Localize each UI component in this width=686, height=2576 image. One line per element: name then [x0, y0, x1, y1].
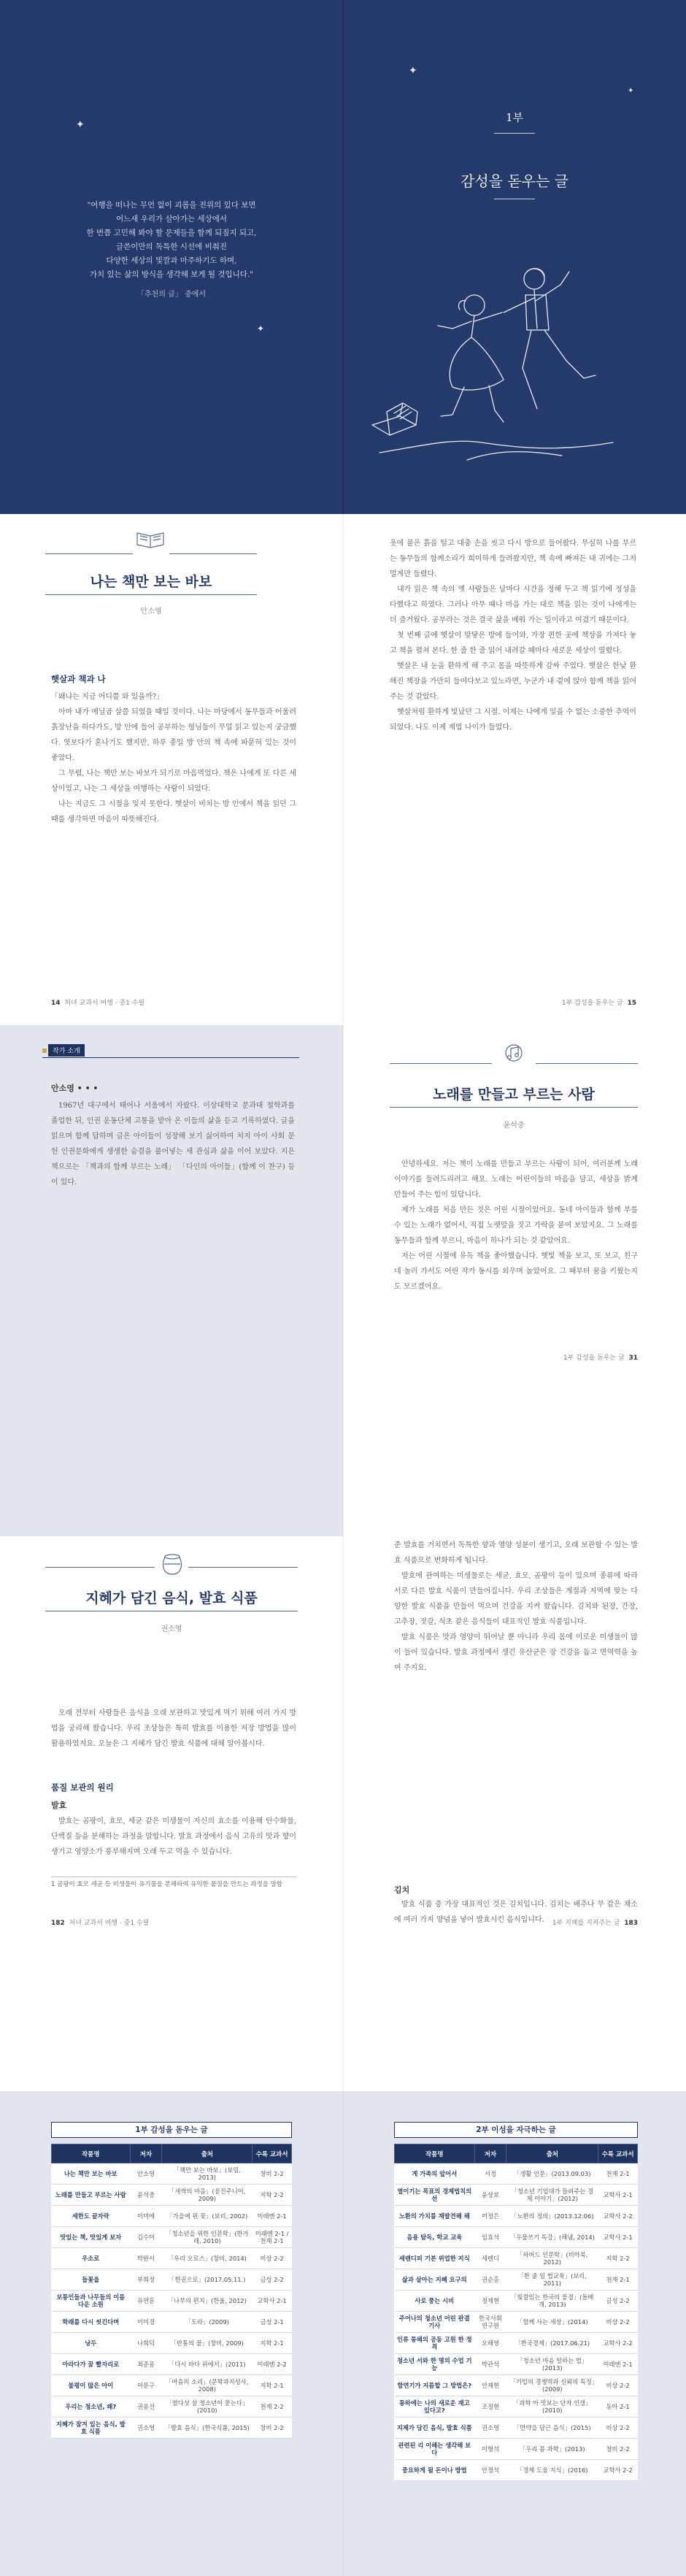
article-body [394, 1157, 638, 1295]
source-cell: 「새싹의 마음」(웅진주니어, 2009) [162, 2185, 253, 2206]
divider [45, 594, 257, 595]
article-title: 지혜가 담긴 음식, 발효 식품 [85, 1590, 258, 1606]
page-number: 182 [51, 1920, 65, 1927]
table-row [395, 2460, 638, 2481]
tag-marker [42, 1049, 47, 1053]
source-cell: 「우물쓰기 특강」(해냄, 2014) [506, 2227, 598, 2248]
textbook-cell: 교학사 2-1 [598, 2227, 638, 2248]
table-row [52, 2291, 292, 2312]
article-spread-song-maker [0, 1025, 686, 1536]
table-row [395, 2354, 638, 2375]
source-cell: 「노환의 정의」(2013.12.06) [506, 2206, 598, 2227]
sparkle-icon: ✦ [76, 119, 85, 131]
work-title-cell: 삶과 살아는 지혜 요구의 [395, 2269, 475, 2291]
source-cell: 「청소년 마음 일하는 법」(2013) [506, 2354, 598, 2375]
textbook-cell: 교학사 2-1 [253, 2291, 292, 2312]
author-cell: 서정 [474, 2163, 506, 2185]
source-cell: 「우리 오로스」(창비, 2014) [162, 2248, 253, 2269]
author-cell: 권소영 [474, 2418, 506, 2439]
article-body [51, 1814, 296, 1860]
paragraph: 나는 지금도 그 시절을 잊지 못한다. 햇살이 비치는 방 안에서 책을 읽던 그때를 생각하면 마음이 따뜻해진다. [51, 800, 296, 824]
paragraph: 아마 내가 예닐곱 살쯤 되었을 때일 것이다. 나는 마당에서 동무들과 어울려 흙장난을 하다가도, 방 안에 들어 공부하는 형님들이 무얼 읽고 있는지 궁금했다. 엿보다가 혼나기도 했지만, 하루 종일 방 안의 책 속에 파묻혀 있는 것이 좋았다. [51, 708, 296, 762]
jar-icon [159, 1551, 185, 1580]
paragraph: 내가 읽은 책 속의 옛 사람들은 날마다 시간을 정해 두고 책 읽기에 정성을 다했다고 하였다. 그러나 아무 때나 마음 가는 대로 책을 읽는 것이 나에게는 더 즐거웠다. 공부라는 것은 결국 삶을 배워 가는 일이라고 여겼기 때문이다. [390, 586, 636, 624]
author-cell: 최준용 [130, 2354, 162, 2375]
author-cell: 안재현 [474, 2375, 506, 2396]
page-number: 183 [624, 1920, 638, 1927]
table-row [395, 2227, 638, 2248]
paragraph: 안녕하세요. 저는 책이 노래를 만들고 부르는 사람이 되어, 여러분께 노래 이야기를 들려드리려고 해요. 노래는 어린이들의 마음을 담고, 세상을 밝게 만들어 주는 힘이 있답니다. [394, 1160, 638, 1199]
table-title: 2부 이성을 자극하는 글 [394, 2122, 638, 2138]
source-cell: 「하버드 인문학」(비아북, 2012) [506, 2248, 598, 2269]
source-cell: 「발효 음식」(한국식품, 2015) [162, 2418, 253, 2439]
work-title-cell: 나는 책만 보는 바보 [52, 2163, 131, 2185]
page-footer [511, 997, 636, 1007]
work-title-cell: 인류 통해의 공동 고원 한 정격 [395, 2333, 475, 2354]
article-body [51, 689, 296, 827]
divider [45, 1567, 155, 1568]
author-cell: 윤석중 [130, 2185, 162, 2206]
textbook-cell: 지학 2-2 [598, 2248, 638, 2269]
source-cell: 「생활 인문」(2013.09.03) [506, 2163, 598, 2185]
textbook-cell: 창비 2-2 [253, 2418, 292, 2439]
source-cell: 「한권으로」(2017.05.11.) [162, 2269, 253, 2291]
work-title-cell: 게 가족의 앞어서 [395, 2163, 475, 2185]
author-cell: 오해영 [474, 2333, 506, 2354]
textbook-cell: 교학사 2-1 [598, 2185, 638, 2206]
textbook-cell: 비상 2-2 [253, 2248, 292, 2269]
author-name: 안소영 • • • [51, 1084, 99, 1093]
author-cell: 나희덕 [130, 2333, 162, 2354]
textbook-cell: 비상 2-2 [598, 2312, 638, 2333]
section-heading: 품질 보관의 원리 [51, 1782, 114, 1793]
source-cell: 「한국경제」(2017.06.21) [506, 2333, 598, 2354]
textbook-cell: 교학사 2-2 [598, 2333, 638, 2354]
divider [494, 133, 535, 134]
divider [536, 1063, 638, 1064]
author-cell: 조정현 [474, 2396, 506, 2418]
work-title-cell: 열이기는 목표의 경제법칙의 선 [395, 2185, 475, 2206]
column-header: 출처 [162, 2144, 253, 2163]
author-cell: 김수미 [130, 2227, 162, 2248]
textbook-cell: 금성 2-1 [253, 2312, 292, 2333]
author-intro-tag: 작가 소개 [48, 1044, 85, 1057]
divider [390, 1107, 638, 1108]
quote-line: 글쓴이만의 독특한 시선에 비춰진 [115, 242, 227, 251]
page-number: 31 [628, 1354, 638, 1362]
source-cell: 「빛깔있는 한국의 풍경」(돌베개, 2013) [506, 2291, 598, 2312]
sparkle-icon: ✦ [409, 65, 417, 77]
textbook-cell: 천재 2-1 [598, 2269, 638, 2291]
column-header: 수록 교과서 [598, 2144, 638, 2163]
textbook-cell: 금성 2-2 [253, 2269, 292, 2291]
source-cell: 「청소년 기업대가 들려주는 경제 이야기」(2012) [506, 2185, 598, 2206]
quote-line: 다양한 세상의 빛깔과 마주하기도 하며, [106, 256, 237, 265]
table-row [395, 2333, 638, 2354]
gutter [342, 1025, 344, 1536]
sparkle-icon: ✦ [628, 87, 634, 95]
textbook-cell: 미래엔 2-2 [253, 2354, 292, 2375]
source-cell: 「책만 보는 바보」(보림, 2013) [162, 2163, 253, 2185]
author-cell: 이미애 [130, 2206, 162, 2227]
quote-line: 한 번쯤 고민해 봐야 할 문제들을 함께 되짚지 되고, [86, 229, 257, 237]
source-cell: 「청소년을 위한 인문학」(한겨레, 2010) [162, 2227, 253, 2248]
paragraph: 햇살은 내 눈을 환하게 해 주고 몸을 따뜻하게 감싸 주었다. 햇살은 한낮 환해진 책장을 가만히 들여다보고 있노라면, 누군가 내 곁에 앉아 함께 책을 읽어 주는 것 같았다. [390, 662, 636, 701]
table-row [52, 2248, 292, 2269]
source-table-part1 [51, 2144, 292, 2439]
part-title: 감성을 돋우는 글 [460, 172, 569, 190]
paragraph: 제가 노래를 처음 만든 것은 어린 시절이었어요. 동네 아이들과 함께 부를 수 있는 노래가 없어서, 직접 노랫말을 짓고 가락을 붙여 보았지요. 그 노래를 동무들과 함께 부르니, 마음이 하나가 되는 것 같았어요. [394, 1206, 638, 1245]
table-row [52, 2312, 292, 2333]
source-cell: 「도라」(2009) [162, 2312, 253, 2333]
source-cell: 「경제 도움 지식」(2016) [506, 2460, 598, 2481]
author-cell: 정재현 [474, 2291, 506, 2312]
gutter [342, 2091, 344, 2576]
source-cell: 「한 줄 일 법교육」(보리, 2011) [506, 2269, 598, 2291]
article-author: 권소영 [161, 1625, 182, 1633]
page-footer [511, 1352, 638, 1362]
gutter [342, 514, 344, 1025]
work-title-cell: 들꽃을 [52, 2269, 131, 2291]
source-cell: 「마음의 소리」(문학과지성사, 2008) [162, 2375, 253, 2396]
work-title-cell: 사로 풍는 시비 [395, 2291, 475, 2312]
table-row [52, 2375, 292, 2396]
cover-quote [73, 199, 270, 302]
part-number: 1부 [505, 111, 524, 124]
textbook-cell: 천재 2-2 [253, 2396, 292, 2418]
table-row [395, 2291, 638, 2312]
work-title-cell: 맛있는 책, 맛있게 보자 [52, 2227, 131, 2248]
paragraph: 발효 식품은 맛과 영양이 뛰어날 뿐 아니라 우리 몸에 이로운 미생물이 많이 들어 있습니다. 발효 과정에서 생긴 유산균은 장 건강을 돕고 면역력을 높여 주지요. [394, 1633, 638, 1672]
column-header: 출처 [506, 2144, 598, 2163]
textbook-cell: 미래엔 2-1 [598, 2354, 638, 2375]
work-title-cell: 세한도 끝자락 [52, 2206, 131, 2227]
running-head: 1부 감성을 돋우는 글 [561, 1000, 623, 1007]
work-title-cell: 관련된 리 이해는 생각해 보다 [395, 2439, 475, 2460]
footnote: 1 곰팡이 효모 세균 등 미생물이 유기물을 분해하여 유익한 물질을 만드는 과정을 말함 [51, 1881, 283, 1888]
paragraph: 1967년 대구에서 태어나 서울에서 자랐다. 이상대학교 문과대 철학과를 졸업한 뒤, 인권 운동단체 고통을 받아 온 이들의 삶을 듣고 기록하였다. 글을 읽으며 함께 답하며 글은 아이들이 성장해 보기 싫어하여 처지 아이 사회 문헌 인권문화에게 생생한 숨결을 불어넣는 새 관심과 삶을 이어 보았다. 지은 책으로는 「책과의 함께 부르는 노래」 「다인의 아이들」(함께 이 찬구) 등이 있다. [51, 1102, 295, 1187]
table-row [52, 2354, 292, 2375]
paragraph: 오래 전부터 사람들은 음식을 오래 보관하고 맛있게 먹기 위해 여러 가지 방법을 궁리해 왔습니다. 우리 조상들은 특히 발효를 이용한 저장 방법을 많이 활용하였지요. 오늘은 그 지혜가 담긴 발효 식품에 대해 알아봅시다. [51, 1709, 296, 1748]
paragraph: 저는 어린 시절에 유독 책을 좋아했습니다. 햇빛 책을 보고, 또 보고, 친구네 놀러 가서도 어린 작가 동시를 외우며 놀았어요. 그 때부터 꿈을 키웠는지도 모르겠어요. [394, 1252, 638, 1291]
article-body [390, 536, 636, 735]
author-cell: 부희정 [130, 2269, 162, 2291]
table-row [395, 2418, 638, 2439]
paragraph: 햇살처럼 환하게 빛났던 그 시절. 이제는 나에게 잊을 수 없는 소중한 추억이 되었다. 나도 이제 제법 나이가 들었다. [390, 708, 636, 732]
quote-source: 「추천의 글」 중에서 [137, 291, 206, 299]
page-number: 14 [51, 1000, 61, 1007]
author-cell: 안정석 [474, 2460, 506, 2481]
running-head: 1부 지혜를 지켜주는 글 [552, 1920, 620, 1927]
column-header: 저자 [130, 2144, 162, 2163]
author-cell: 이미경 [130, 2312, 162, 2333]
author-cell: 한국사회 연구원 [474, 2312, 506, 2333]
table-title: 1부 감성을 돋우는 글 [51, 2122, 292, 2138]
table-row [52, 2185, 292, 2206]
table-row [395, 2375, 638, 2396]
work-title-cell: 중요하게 될 돈이나 방법 [395, 2460, 475, 2481]
article-body [394, 1538, 638, 1676]
textbook-cell: 동아 2-1 [598, 2396, 638, 2418]
table-row [52, 2269, 292, 2291]
work-title-cell: 학래를 다시 씻긴다며 [52, 2312, 131, 2333]
table-row [52, 2206, 292, 2227]
article-title: 노래를 만들고 부르는 사람 [433, 1086, 595, 1103]
gutter [342, 0, 344, 514]
work-title-cell: 음용 탐독, 학교 교육 [395, 2227, 475, 2248]
quote-line: 어느새 우리가 살아가는 세상에서 [115, 215, 227, 223]
textbook-cell: 금성 2-2 [598, 2291, 638, 2312]
column-header: 수록 교과서 [253, 2144, 292, 2163]
table-row [52, 2163, 292, 2185]
table-row [52, 2418, 292, 2439]
source-cell: 「열다섯 살 청소년이 묻는다」(2010) [162, 2396, 253, 2418]
table-row [395, 2439, 638, 2460]
author-cell: 세렌디 [474, 2248, 506, 2269]
table-row [395, 2248, 638, 2269]
textbook-cell: 창비 2-2 [253, 2163, 292, 2185]
source-cell: 「우리 몸 과학」(2013) [506, 2439, 598, 2460]
page-footer [51, 1917, 149, 1927]
divider [169, 553, 257, 554]
paragraph: 발효에 관여하는 미생물로는 세균, 효모, 곰팡이 등이 있으며 종류에 따라 서로 다른 발효 식품이 만들어집니다. 우리 조상들은 계절과 지역에 맞는 다양한 발효 식품을 만들어 먹으며 건강을 지켜 왔습니다. 김치와 된장, 간장, 고추장, 젓갈, 식초 같은 음식들이 대표적인 발효 식품입니다. [394, 1572, 638, 1626]
divider [188, 1567, 298, 1568]
article-title: 나는 책만 보는 바보 [90, 574, 212, 590]
table-row [52, 2227, 292, 2248]
textbook-cell: 지학 2-1 [253, 2333, 292, 2354]
table-row [52, 2333, 292, 2354]
source-table-part2 [394, 2144, 638, 2481]
source-index-spread [0, 2091, 686, 2576]
work-title-cell: 불평이 많은 아이 [52, 2375, 131, 2396]
author-cell: 임효석 [474, 2227, 506, 2248]
textbook-cell: 교학사 2-2 [598, 2460, 638, 2481]
author-cell: 윤상보 [474, 2185, 506, 2206]
author-cell: 권용선 [130, 2396, 162, 2418]
work-title-cell: 통하에는 나의 새로운 재고 있다고? [395, 2396, 475, 2418]
divider [45, 553, 133, 554]
page-footer [51, 997, 144, 1007]
work-title-cell: 청소년 서와 한 명의 수업 기능 [395, 2354, 475, 2375]
table-row [395, 2396, 638, 2418]
paragraph: 첫 번째 글에 햇살이 맞닿은 방에 들어와, 가장 편한 곳에 책상을 가져다 놓고 책을 펼쳐 본다. 한 줄 한 줄 읽어 내려갈 때마다 새로운 세상이 열렸다. [390, 632, 636, 655]
author-cell: 권소영 [130, 2418, 162, 2439]
part-cover-spread [0, 0, 686, 514]
author-cell: 박관석 [474, 2354, 506, 2375]
page-footer [511, 1917, 638, 1927]
table-row [395, 2312, 638, 2333]
paragraph: 발효는 곰팡이, 효모, 세균 같은 미생물이 자신의 효소를 이용해 탄수화물, 단백질 등을 분해하는 과정을 말합니다. 발효 과정에서 음식 고유의 맛과 향이 생기고 영양소가 풍부해지며 오래 두고 먹을 수 있습니다. [51, 1817, 296, 1856]
textbook-cell: 비상 2-2 [598, 2418, 638, 2439]
textbook-cell: 지학 2-1 [253, 2375, 292, 2396]
section-heading: 햇살과 책과 나 [51, 674, 106, 684]
work-title-cell: 노래를 만들고 부르는 사람 [52, 2185, 131, 2206]
author-cell: 이형석 [474, 2439, 506, 2460]
dancing-children-illustration [365, 234, 628, 475]
author-cell: 박완서 [130, 2248, 162, 2269]
column-header: 작품명 [52, 2144, 131, 2163]
sparkle-icon: ✦ [257, 323, 265, 334]
source-cell: 「기업의 경쟁력과 신뢰의 특징」(2009) [506, 2375, 598, 2396]
work-title-cell: 세렌디피 기본 위업한 지식 [395, 2248, 475, 2269]
table-row [395, 2206, 638, 2227]
gutter [342, 1536, 344, 2091]
source-cell: 「만약을 담근 음식」(2015) [506, 2418, 598, 2439]
textbook-cell: 창비 2-2 [598, 2439, 638, 2460]
author-cell: 권순홍 [474, 2269, 506, 2291]
textbook-cell: 비상 2-2 [598, 2375, 638, 2396]
work-title-cell: 낭두 [52, 2333, 131, 2354]
article-spread-book-fool [0, 514, 686, 1025]
paragraph: 옷에 붙은 흙을 털고 대충 손을 씻고 다시 방으로 들어왔다. 무심히 나를 부르는 동무들의 함께소리가 희미하게 들려왔지만, 책 속에 빠져든 내 귀에는 그저 멀게만 들렸다. [390, 540, 636, 578]
work-title-cell: 보통인들과 나무들의 이름다운 소원 [52, 2291, 131, 2312]
work-title-cell: 노환의 가치를 재발견해 해 [395, 2206, 475, 2227]
textbook-cell: 미래엔 2-1 / 천재 2-1 [253, 2227, 292, 2248]
author-bio [51, 1098, 295, 1190]
textbook-cell: 미래엔 2-1 [253, 2206, 292, 2227]
article-author: 윤석중 [503, 1122, 525, 1130]
textbook-cell: 지학 2-2 [253, 2185, 292, 2206]
paragraph: 그 무렵, 나는 책만 보는 바보가 되기로 마음먹었다. 책은 나에게 또 다른 세상이었고, 나는 그 세상을 여행하는 사람이 되었다. [51, 770, 296, 793]
source-cell: 「함께 사는 세상」(2014) [506, 2312, 598, 2333]
page-number: 15 [627, 1000, 636, 1007]
work-title-cell: 지제가 담긴 음식, 발효 식품 [395, 2418, 475, 2439]
running-head: 처녀 교과서 여행 · 중1 수필 [64, 1000, 145, 1007]
work-title-cell: 아라다가 꿈 빨자리로 [52, 2354, 131, 2375]
music-note-icon [499, 1041, 528, 1069]
paragraph: 「왜냐는 지금 어디쯤 와 있을까?」 [51, 693, 163, 701]
source-cell: 「다시 바다 위에서」(2011) [162, 2354, 253, 2375]
article-spread-fermented-food [0, 1536, 686, 2091]
author-cell: 이문구 [130, 2375, 162, 2396]
running-head: 1부 감성을 돋우는 글 [563, 1354, 625, 1362]
author-cell: 유연훈 [130, 2291, 162, 2312]
textbook-cell: 천재 2-1 [598, 2163, 638, 2185]
quote-line: "여행을 떠나는 무언 없이 괴롭을 전위의 있다 보면 [87, 201, 256, 210]
table-row [395, 2269, 638, 2291]
work-title-cell: 지혜가 잠겨 있는 음식, 발효 식품 [52, 2418, 131, 2439]
article-intro [51, 1706, 296, 1752]
running-head: 처녀 교과서 여행 · 중1 수필 [69, 1920, 150, 1927]
work-title-cell: 함연기가 지름할 그 방법은? [395, 2375, 475, 2396]
textbook-cell: 교학사 2-2 [598, 2206, 638, 2227]
column-header: 작품명 [395, 2144, 475, 2163]
work-title-cell: 주어나의 청소년 어린 판결 기사 [395, 2312, 475, 2333]
divider [390, 1063, 492, 1064]
table-row [395, 2185, 638, 2206]
work-title-cell: 우소로 [52, 2248, 131, 2269]
source-cell: 「과학 아 맛보는 단자 인생」(2010) [506, 2396, 598, 2418]
divider [42, 1057, 299, 1058]
paragraph: 발효 식품 중 가장 대표적인 것은 김치입니다. 김치는 배추나 무 같은 채소에 여러 가지 양념을 넣어 발효시킨 음식입니다. [394, 1901, 638, 1924]
table-row [52, 2396, 292, 2418]
article-author: 안소영 [140, 607, 162, 616]
quote-line: 가치 있는 삶의 방식을 생각해 보게 될 것입니다." [89, 270, 254, 279]
author-cell: 이정은 [474, 2206, 506, 2227]
author-cell: 안소영 [130, 2163, 162, 2185]
source-cell: 「나무의 편지」(한울, 2012) [162, 2291, 253, 2312]
column-header: 저자 [474, 2144, 506, 2163]
paragraph: 준 발효를 거치면서 독특한 향과 영양 성분이 생기고, 오래 보관할 수 있는 발효 식품으로 변화하게 됩니다. [394, 1541, 638, 1565]
work-title-cell: 우리는 청소년, 왜? [52, 2396, 131, 2418]
source-cell: 「반통의 물」(창비, 2009) [162, 2333, 253, 2354]
subsection-heading: 발효 [51, 1801, 67, 1810]
table-row [395, 2163, 638, 2185]
subsection-heading: 김치 [394, 1885, 410, 1895]
source-cell: 「가을에 핀 꽃」(보리, 2002) [162, 2206, 253, 2227]
book-icon [136, 530, 165, 552]
